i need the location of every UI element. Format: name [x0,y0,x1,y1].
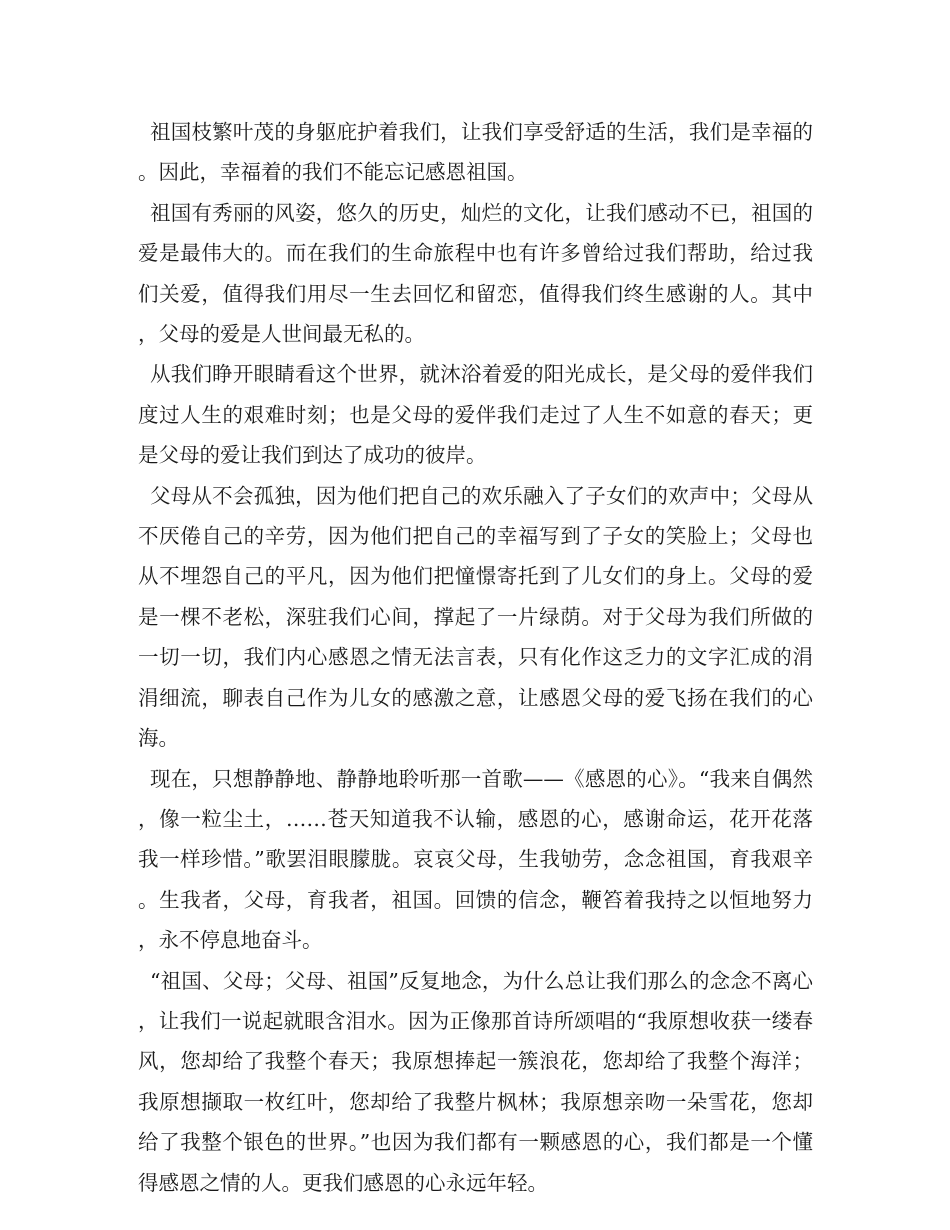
paragraph: 从我们睁开眼睛看这个世界，就沐浴着爱的阳光成长，是父母的爱伴我们度过人生的艰难时刻；也是父母的爱伴我们走过了人生不如意的春天；更是父母的爱让我们到达了成功的彼岸。 [138,362,813,468]
paragraph: 父母从不会孤独，因为他们把自己的欢乐融入了子女们的欢声中；父母从不厌倦自己的辛劳，因为他们把自己的幸福写到了子女的笑脸上；父母也从不埋怨自己的平凡，因为他们把憧憬寄托到了儿女们的身上。父母的爱是一棵不老松，深驻我们心间，撑起了一片绿荫。对于父母为我们所做的一切一切，我们内心感恩之情无法言表，只有化作这乏力的文字汇成的涓涓细流，聊表自己作为儿女的感激之意，让感恩父母的爱飞扬在我们的心海。 [138,483,813,751]
paragraph: 现在，只想静静地、静静地聆听那一首歌——《感恩的心》。“我来自偶然，像一粒尘土，……苍天知道我不认输，感恩的心，感谢命运，花开花落我一样珍惜。”歌罢泪眼朦胧。哀哀父母，生我劬劳，念念祖国，育我艰辛。生我者，父母，育我者，祖国。回馈的信念，鞭笞着我持之以恒地努力，永不停息地奋斗。 [138,766,813,953]
essay-body [138,112,813,1203]
paragraph: 祖国枝繁叶茂的身躯庇护着我们，让我们享受舒适的生活，我们是幸福的。因此，幸福着的我们不能忘记感恩祖国。 [138,120,813,185]
paragraph: 祖国有秀丽的风姿，悠久的历史，灿烂的文化，让我们感动不已，祖国的爱是最伟大的。而在我们的生命旅程中也有许多曾给过我们帮助，给过我们关爱，值得我们用尽一生去回忆和留恋，值得我们终生感谢的人。其中，父母的爱是人世间最无私的。 [138,200,813,347]
paragraph: “祖国、父母；父母、祖国”反复地念，为什么总让我们那么的念念不离心，让我们一说起就眼含泪水。因为正像那首诗所颂唱的“我原想收获一缕春风，您却给了我整个春天；我原想捧起一簇浪花，您却给了我整个海洋；我原想撷取一枚红叶，您却给了我整片枫林；我原想亲吻一朵雪花，您却给了我整个银色的世界。”也因为我们都有一颗感恩的心，我们都是一个懂得感恩之情的人。更我们感恩的心永远年轻。 [138,968,813,1195]
